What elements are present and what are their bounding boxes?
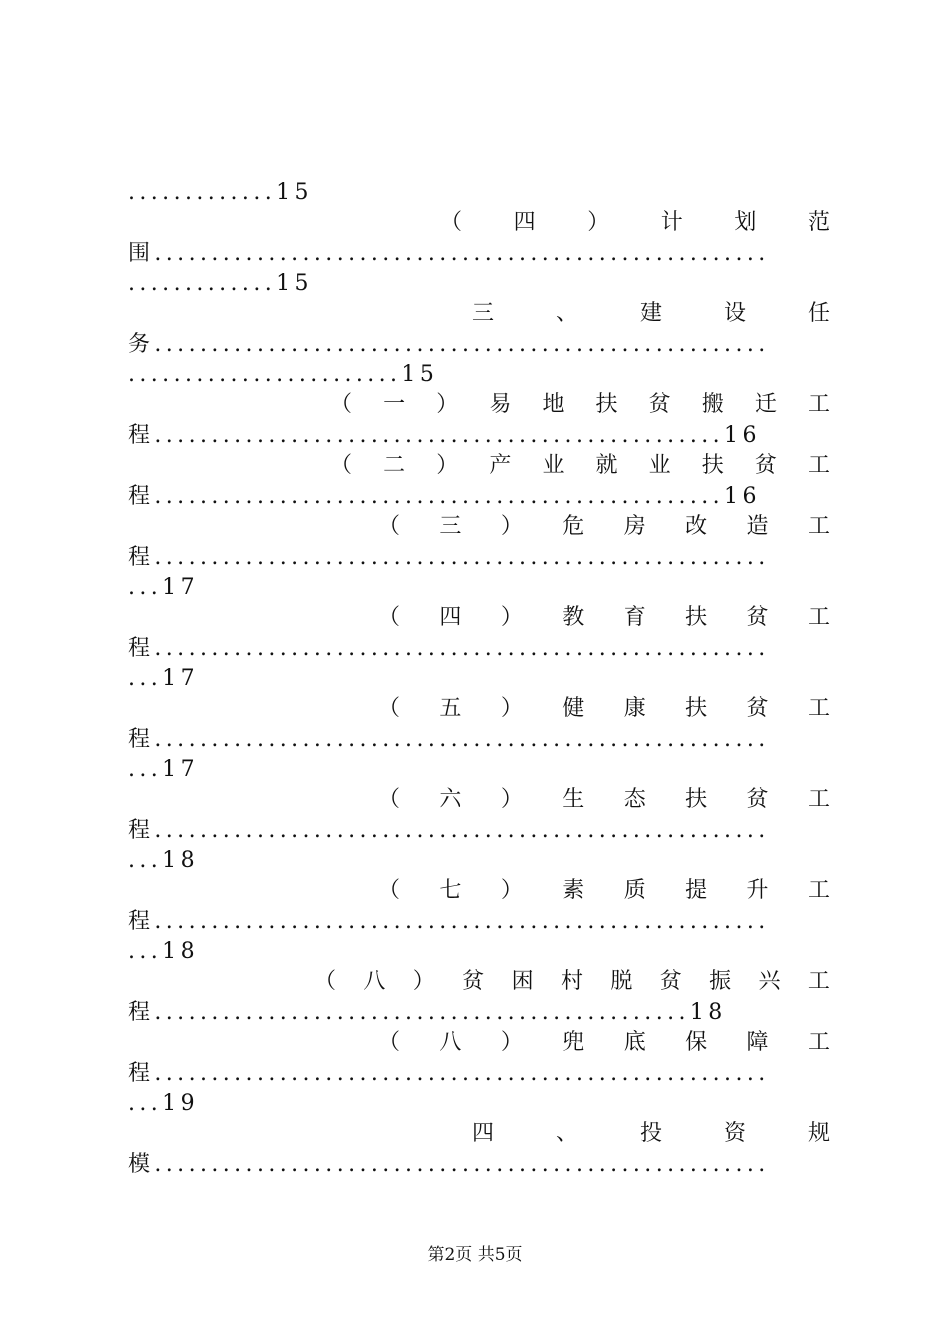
toc-line: 程...............................................18 bbox=[128, 1000, 727, 1025]
toc-line: 务...................................................... bbox=[128, 332, 770, 357]
toc-line: ...17 bbox=[128, 666, 199, 691]
toc-heading-quality: （ 七 ） 素 质 提 升 工 bbox=[378, 878, 830, 903]
toc-line: ...17 bbox=[128, 575, 199, 600]
toc-heading-education: （ 四 ） 教 育 扶 贫 工 bbox=[378, 605, 830, 630]
toc-heading-plan-scope: （ 四 ） 计 划 范 bbox=[440, 210, 830, 235]
toc-line: 程..................................................16 bbox=[128, 423, 761, 448]
toc-line: 程...................................................... bbox=[128, 1061, 770, 1086]
toc-heading-industry-employment: （ 二 ） 产 业 就 业 扶 贫 工 bbox=[330, 453, 830, 478]
toc-line: 模...................................................... bbox=[128, 1152, 770, 1177]
toc-heading-village-revitalization: （ 八 ） 贫 困 村 脱 贫 振 兴 工 bbox=[314, 969, 830, 994]
toc-line: .............15 bbox=[128, 271, 313, 296]
toc-line: ........................15 bbox=[128, 362, 439, 387]
toc-line: 程...................................................... bbox=[128, 727, 770, 752]
toc-heading-health: （ 五 ） 健 康 扶 贫 工 bbox=[378, 696, 830, 721]
toc-line: 程...................................................... bbox=[128, 636, 770, 661]
toc-line: 程..................................................16 bbox=[128, 484, 761, 509]
page-footer: 第2页 共5页 bbox=[427, 1245, 523, 1265]
toc-line: .............15 bbox=[128, 180, 313, 205]
toc-heading-relocation: （ 一 ） 易 地 扶 贫 搬 迁 工 bbox=[330, 392, 830, 417]
toc-line: ...19 bbox=[128, 1091, 199, 1116]
toc-line: 程...................................................... bbox=[128, 818, 770, 843]
toc-line: ...17 bbox=[128, 757, 199, 782]
toc-line: 程...................................................... bbox=[128, 545, 770, 570]
toc-heading-ecology: （ 六 ） 生 态 扶 贫 工 bbox=[378, 787, 830, 812]
toc-line: 程...................................................... bbox=[128, 909, 770, 934]
toc-line: 围...................................................... bbox=[128, 241, 770, 266]
toc-line: ...18 bbox=[128, 939, 199, 964]
toc-line: ...18 bbox=[128, 848, 199, 873]
toc-heading-social-security: （ 八 ） 兜 底 保 障 工 bbox=[378, 1030, 830, 1055]
toc-heading-housing: （ 三 ） 危 房 改 造 工 bbox=[378, 514, 830, 539]
toc-heading-construction-tasks: 三 、 建 设 任 bbox=[472, 301, 830, 326]
toc-heading-investment-scale: 四 、 投 资 规 bbox=[472, 1121, 830, 1146]
